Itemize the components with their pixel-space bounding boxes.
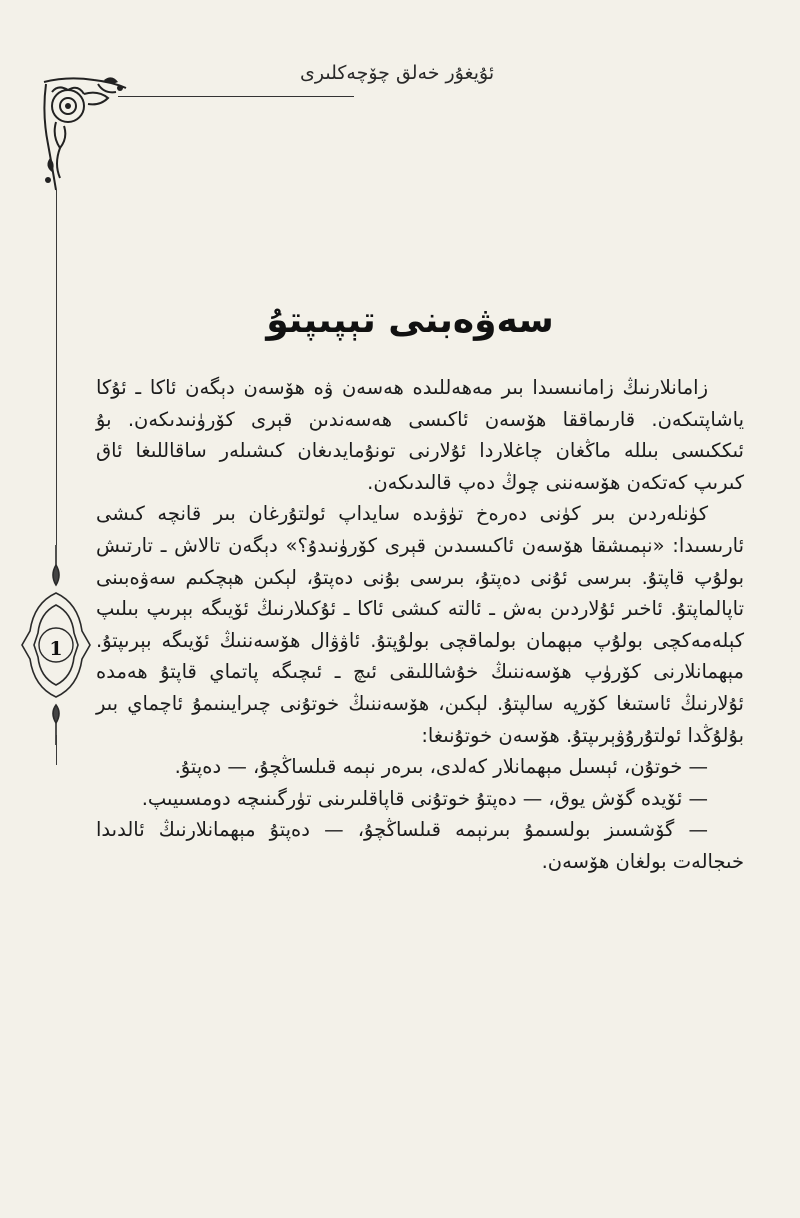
page-number: 1 — [49, 638, 63, 660]
story-body — [96, 372, 744, 878]
margin-rule-lower — [56, 735, 57, 765]
margin-rule — [56, 190, 57, 545]
paragraph-2: كۈنلەردىن بىر كۈنى دەرەخ تۈۋىدە سايداپ ئولتۇرغان بىر قانچە كىشى ئارىسىدا: «نېمىشقا ھۆسەن ئاكىسىدىن قېرى كۆرۈنىدۇ؟» دېگەن تالاش ـ تارتىش بولۇپ قاپتۇ. بىرسى ئۇنى دەپتۇ، بىرسى بۇنى دەپتۇ، لېكىن ھېچكىم سەۋەبىنى تاپالماپتۇ. ئاخىر ئۇلاردىن بەش ـ ئالتە كىشى ئاكا ـ ئۇكىلارنىڭ ئۆيىگە بېرىپ بىلىپ كېلەمەكچى بولۇپ مېھمان بولماقچى بولۇپتۇ. ئاۋۋال ھۆسەننىڭ ئۆيىگە بېرىپتۇ. مېھمانلارنى كۆرۈپ ھۆسەننىڭ خۇشاللىقى ئىچ ـ ئىچىگە پاتماي قاپتۇ ھەمدە ئۇلارنىڭ ئاستىغا كۆرپە سالپتۇ. لېكىن، ھۆسەننىڭ خوتۇنى چىرايىنىمۇ ئاچماي بىر بۇلۇڭدا ئولتۇرۇۋېرىپتۇ. ھۆسەن خوتۇنىغا: — [96, 502, 744, 747]
running-header: ئۇيغۇر خەلق چۆچەكلىرى — [300, 62, 495, 84]
floral-corner-ornament-icon — [38, 74, 130, 194]
header-rule — [118, 96, 354, 97]
paragraph-4: — ئۆيدە گۆش يوق، — دەپتۇ خوتۇنى قاپاقلىرىنى تۈرگىنىچە دومسىيىپ. — [141, 786, 708, 810]
paragraph-5: — گۆشسىز بولسىمۇ بىرنېمە قىلساڭچۇ، — دەپتۇ مېھمانلارنىڭ ئالدىدا خىجالەت بولغان ھۆسەن. — [96, 818, 744, 873]
chapter-title: سەۋەبنى تېپىپتۇ — [266, 300, 554, 342]
paragraph-1: زامانلارنىڭ زامانىسىدا بىر مەھەللىدە ھەسەن ۋە ھۆسەن دېگەن ئاكا ـ ئۇكا ياشاپتىكەن. قارىماققا ھۆسەن ئاكىسى ھەسەندىن قېرى كۆرۈنىدىكەن. بۇ ئىككىسى بىللە ماڭغان چاغلاردا ئۇلارنى تونۇمايدىغان كىشىلەر ساقاللىغا ئاق كىرىپ كەتكەن ھۆسەننى چوڭ دەپ قالىدىكەن. — [96, 376, 744, 494]
paragraph-3: — خوتۇن، ئېسىل مېھمانلار كەلدى، بىرەر نېمە قىلساڭچۇ، — دەپتۇ. — [174, 755, 708, 779]
